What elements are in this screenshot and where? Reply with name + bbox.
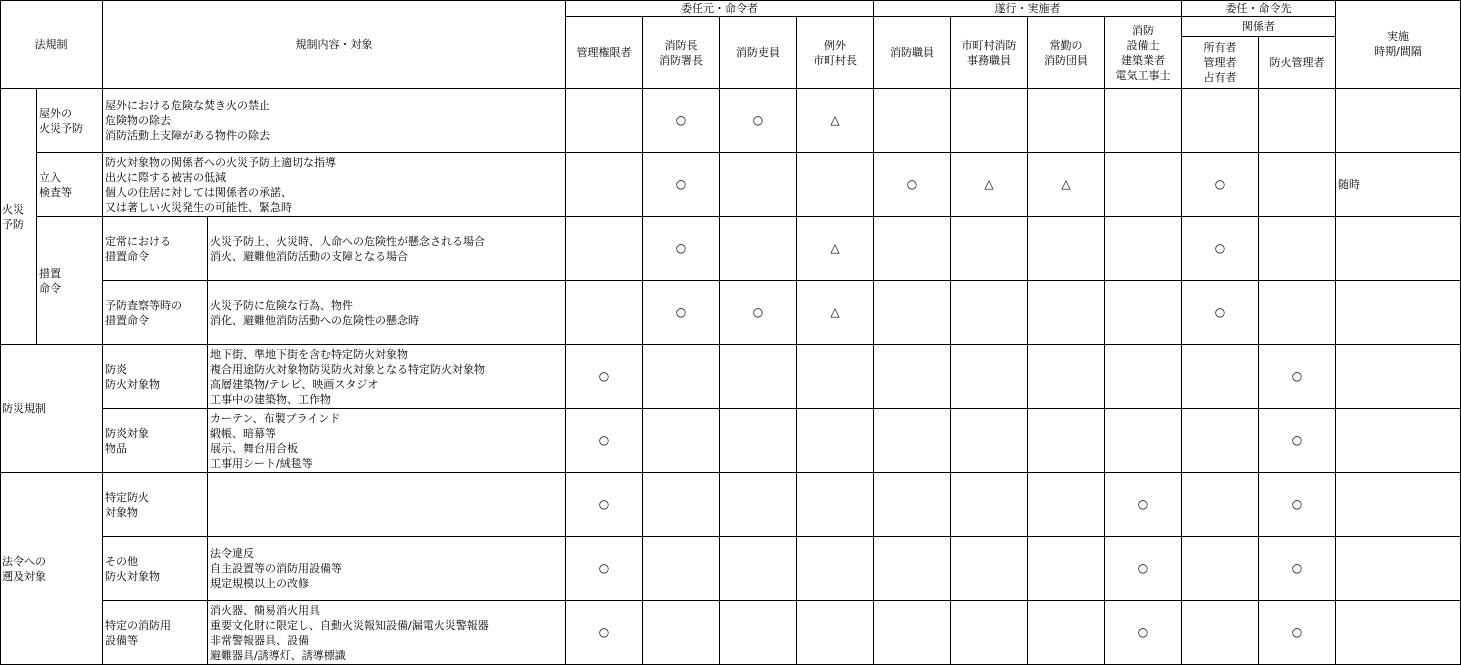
header-group-executor: 遂行・実施者	[874, 0, 1182, 17]
cell	[874, 89, 951, 153]
cell	[1182, 537, 1259, 601]
mark-authority: ○	[566, 345, 643, 409]
cell	[1182, 473, 1259, 537]
mark-official: ○	[720, 89, 797, 153]
mark-staff: ○	[874, 153, 951, 217]
header-col-manager: 防火管理者	[1259, 37, 1336, 89]
cell	[1105, 281, 1182, 345]
cell	[1028, 601, 1105, 665]
cell	[1028, 281, 1105, 345]
mark-authority: ○	[566, 473, 643, 537]
cell	[1028, 217, 1105, 281]
row-specific-equipment-sub: 特定の消防用 設備等	[103, 601, 208, 665]
cell	[874, 281, 951, 345]
row-flameproof-target-sub: 防炎 防火対象物	[103, 345, 208, 409]
cell	[1028, 537, 1105, 601]
row-outdoor-content: 屋外における危険な焚き火の禁止 危険物の除去 消防活動上支障がある物件の除去	[103, 89, 566, 153]
row-other-target-content: 法令違反 自主設置等の消防用設備等 規定規模以上の改修	[208, 537, 566, 601]
row-regular-order-sub: 定常における 措置命令	[103, 217, 208, 281]
cell	[1336, 537, 1461, 601]
mark-manager: ○	[1259, 601, 1336, 665]
cell	[1259, 89, 1336, 153]
cell	[1182, 345, 1259, 409]
cell	[720, 473, 797, 537]
header-col-official: 消防吏員	[720, 17, 797, 89]
cell	[1105, 89, 1182, 153]
cell	[643, 409, 720, 473]
cell	[1028, 409, 1105, 473]
cell	[720, 153, 797, 217]
cell	[797, 345, 874, 409]
row-specific-target-content	[208, 473, 566, 537]
row-specific-target-sub: 特定防火 対象物	[103, 473, 208, 537]
cell	[566, 89, 643, 153]
mark-engineer: ○	[1105, 601, 1182, 665]
cell	[1105, 217, 1182, 281]
mark-owner: ○	[1182, 281, 1259, 345]
cell	[797, 601, 874, 665]
cell	[720, 601, 797, 665]
cell	[951, 601, 1028, 665]
mark-chief: ○	[643, 217, 720, 281]
header-col-mayor: 例外 市町村長	[797, 17, 874, 89]
cell	[797, 473, 874, 537]
mark-mayor: △	[797, 217, 874, 281]
mark-manager: ○	[1259, 473, 1336, 537]
cell	[566, 153, 643, 217]
cell	[951, 537, 1028, 601]
cell	[797, 153, 874, 217]
cell	[1028, 345, 1105, 409]
mark-municipal: △	[951, 153, 1028, 217]
mark-manager: ○	[1259, 409, 1336, 473]
header-timing: 実施 時期/間隔	[1336, 0, 1461, 89]
cell	[643, 345, 720, 409]
section-retroactive: 法令への 遡及対象	[0, 473, 103, 665]
mark-authority: ○	[566, 537, 643, 601]
section-disaster-regulation: 防災規制	[0, 345, 103, 473]
row-regular-order-content: 火災予防上、火災時、人命への危険性が懸念される場合 消火、避難他消防活動の支障となる場合	[208, 217, 566, 281]
cell	[874, 217, 951, 281]
cell	[1028, 473, 1105, 537]
cell	[720, 217, 797, 281]
cell	[797, 409, 874, 473]
mark-volunteer: △	[1028, 153, 1105, 217]
header-col-chief: 消防長 消防署長	[643, 17, 720, 89]
mark-engineer: ○	[1105, 537, 1182, 601]
cell	[951, 345, 1028, 409]
mark-owner: ○	[1182, 153, 1259, 217]
row-measures-label: 措置 命令	[37, 217, 103, 345]
cell	[1105, 409, 1182, 473]
cell	[566, 281, 643, 345]
row-flameproof-items-sub: 防炎対象 物品	[103, 409, 208, 473]
cell	[1336, 409, 1461, 473]
header-law: 法規制	[0, 0, 103, 89]
mark-engineer: ○	[1105, 473, 1182, 537]
mark-authority: ○	[566, 409, 643, 473]
mark-chief: ○	[643, 281, 720, 345]
row-inspection-sub: 立入 検査等	[37, 153, 103, 217]
cell	[1182, 409, 1259, 473]
cell	[1182, 601, 1259, 665]
cell	[720, 537, 797, 601]
row-specific-equipment-content: 消火器、簡易消火用具 重要文化財に限定し、自動火災報知設備/漏電火災警報器 非常警報器具、設備 避難器具/誘導灯、誘導標識	[208, 601, 566, 665]
row-flameproof-target-content: 地下街、準地下街を含む特定防火対象物 複合用途防火対象物防災防火対象となる特定防火対象物 高層建築物/テレビ、映画スタジオ 工事中の建築物、工作物	[208, 345, 566, 409]
header-col-municipal: 市町村消防 事務職員	[951, 17, 1028, 89]
cell	[1336, 601, 1461, 665]
cell	[874, 473, 951, 537]
cell	[874, 345, 951, 409]
header-col-owner: 所有者 管理者 占有者	[1182, 37, 1259, 89]
header-group-issuer: 委任元・命令者	[566, 0, 874, 17]
cell	[643, 601, 720, 665]
cell	[951, 281, 1028, 345]
cell	[1105, 345, 1182, 409]
cell	[874, 409, 951, 473]
row-inspection-content: 防火対象物の関係者への火災予防上適切な指導 出火に際する被害の低減 個人の住居に対しては関係者の承諾、 又は著しい火災発生の可能性、緊急時	[103, 153, 566, 217]
mark-manager: ○	[1259, 345, 1336, 409]
cell	[1259, 281, 1336, 345]
header-col-staff: 消防職員	[874, 17, 951, 89]
cell	[951, 217, 1028, 281]
cell	[1182, 89, 1259, 153]
timing-value: 随時	[1336, 153, 1461, 217]
row-outdoor-sub: 屋外の 火災予防	[37, 89, 103, 153]
cell	[951, 409, 1028, 473]
header-group-target: 委任・命令先	[1182, 0, 1336, 17]
mark-mayor: △	[797, 89, 874, 153]
cell	[720, 345, 797, 409]
cell	[720, 409, 797, 473]
mark-chief: ○	[643, 89, 720, 153]
header-group-related: 関係者	[1182, 17, 1336, 37]
cell	[874, 601, 951, 665]
cell	[1336, 89, 1461, 153]
mark-authority: ○	[566, 601, 643, 665]
cell	[1336, 217, 1461, 281]
cell	[1336, 281, 1461, 345]
cell	[1336, 473, 1461, 537]
row-inspection-order-content: 火災予防に危険な行為、物件 消化、避難他消防活動への危険性の懸念時	[208, 281, 566, 345]
header-col-volunteer: 常勤の 消防団員	[1028, 17, 1105, 89]
cell	[1259, 153, 1336, 217]
mark-official: ○	[720, 281, 797, 345]
cell	[797, 537, 874, 601]
section-fire-prevention: 火災 予防	[0, 89, 37, 345]
header-col-engineer: 消防 設備士 建築業者 電気工事士	[1105, 17, 1182, 89]
cell	[643, 537, 720, 601]
cell	[1105, 153, 1182, 217]
mark-manager: ○	[1259, 537, 1336, 601]
mark-owner: ○	[1182, 217, 1259, 281]
cell	[1259, 217, 1336, 281]
cell	[951, 89, 1028, 153]
cell	[874, 537, 951, 601]
cell	[643, 473, 720, 537]
header-content: 規制内容・対象	[103, 0, 566, 89]
row-flameproof-items-content: カーテン、布製ブラインド 緞帳、暗幕等 展示、舞台用合板 工事用シート/絨毯等	[208, 409, 566, 473]
cell	[566, 217, 643, 281]
cell	[1336, 345, 1461, 409]
mark-mayor: △	[797, 281, 874, 345]
cell	[1028, 89, 1105, 153]
row-other-target-sub: その他 防火対象物	[103, 537, 208, 601]
header-col-authority: 管理権限者	[566, 17, 643, 89]
row-inspection-order-sub: 予防査察等時の 措置命令	[103, 281, 208, 345]
mark-chief: ○	[643, 153, 720, 217]
cell	[951, 473, 1028, 537]
